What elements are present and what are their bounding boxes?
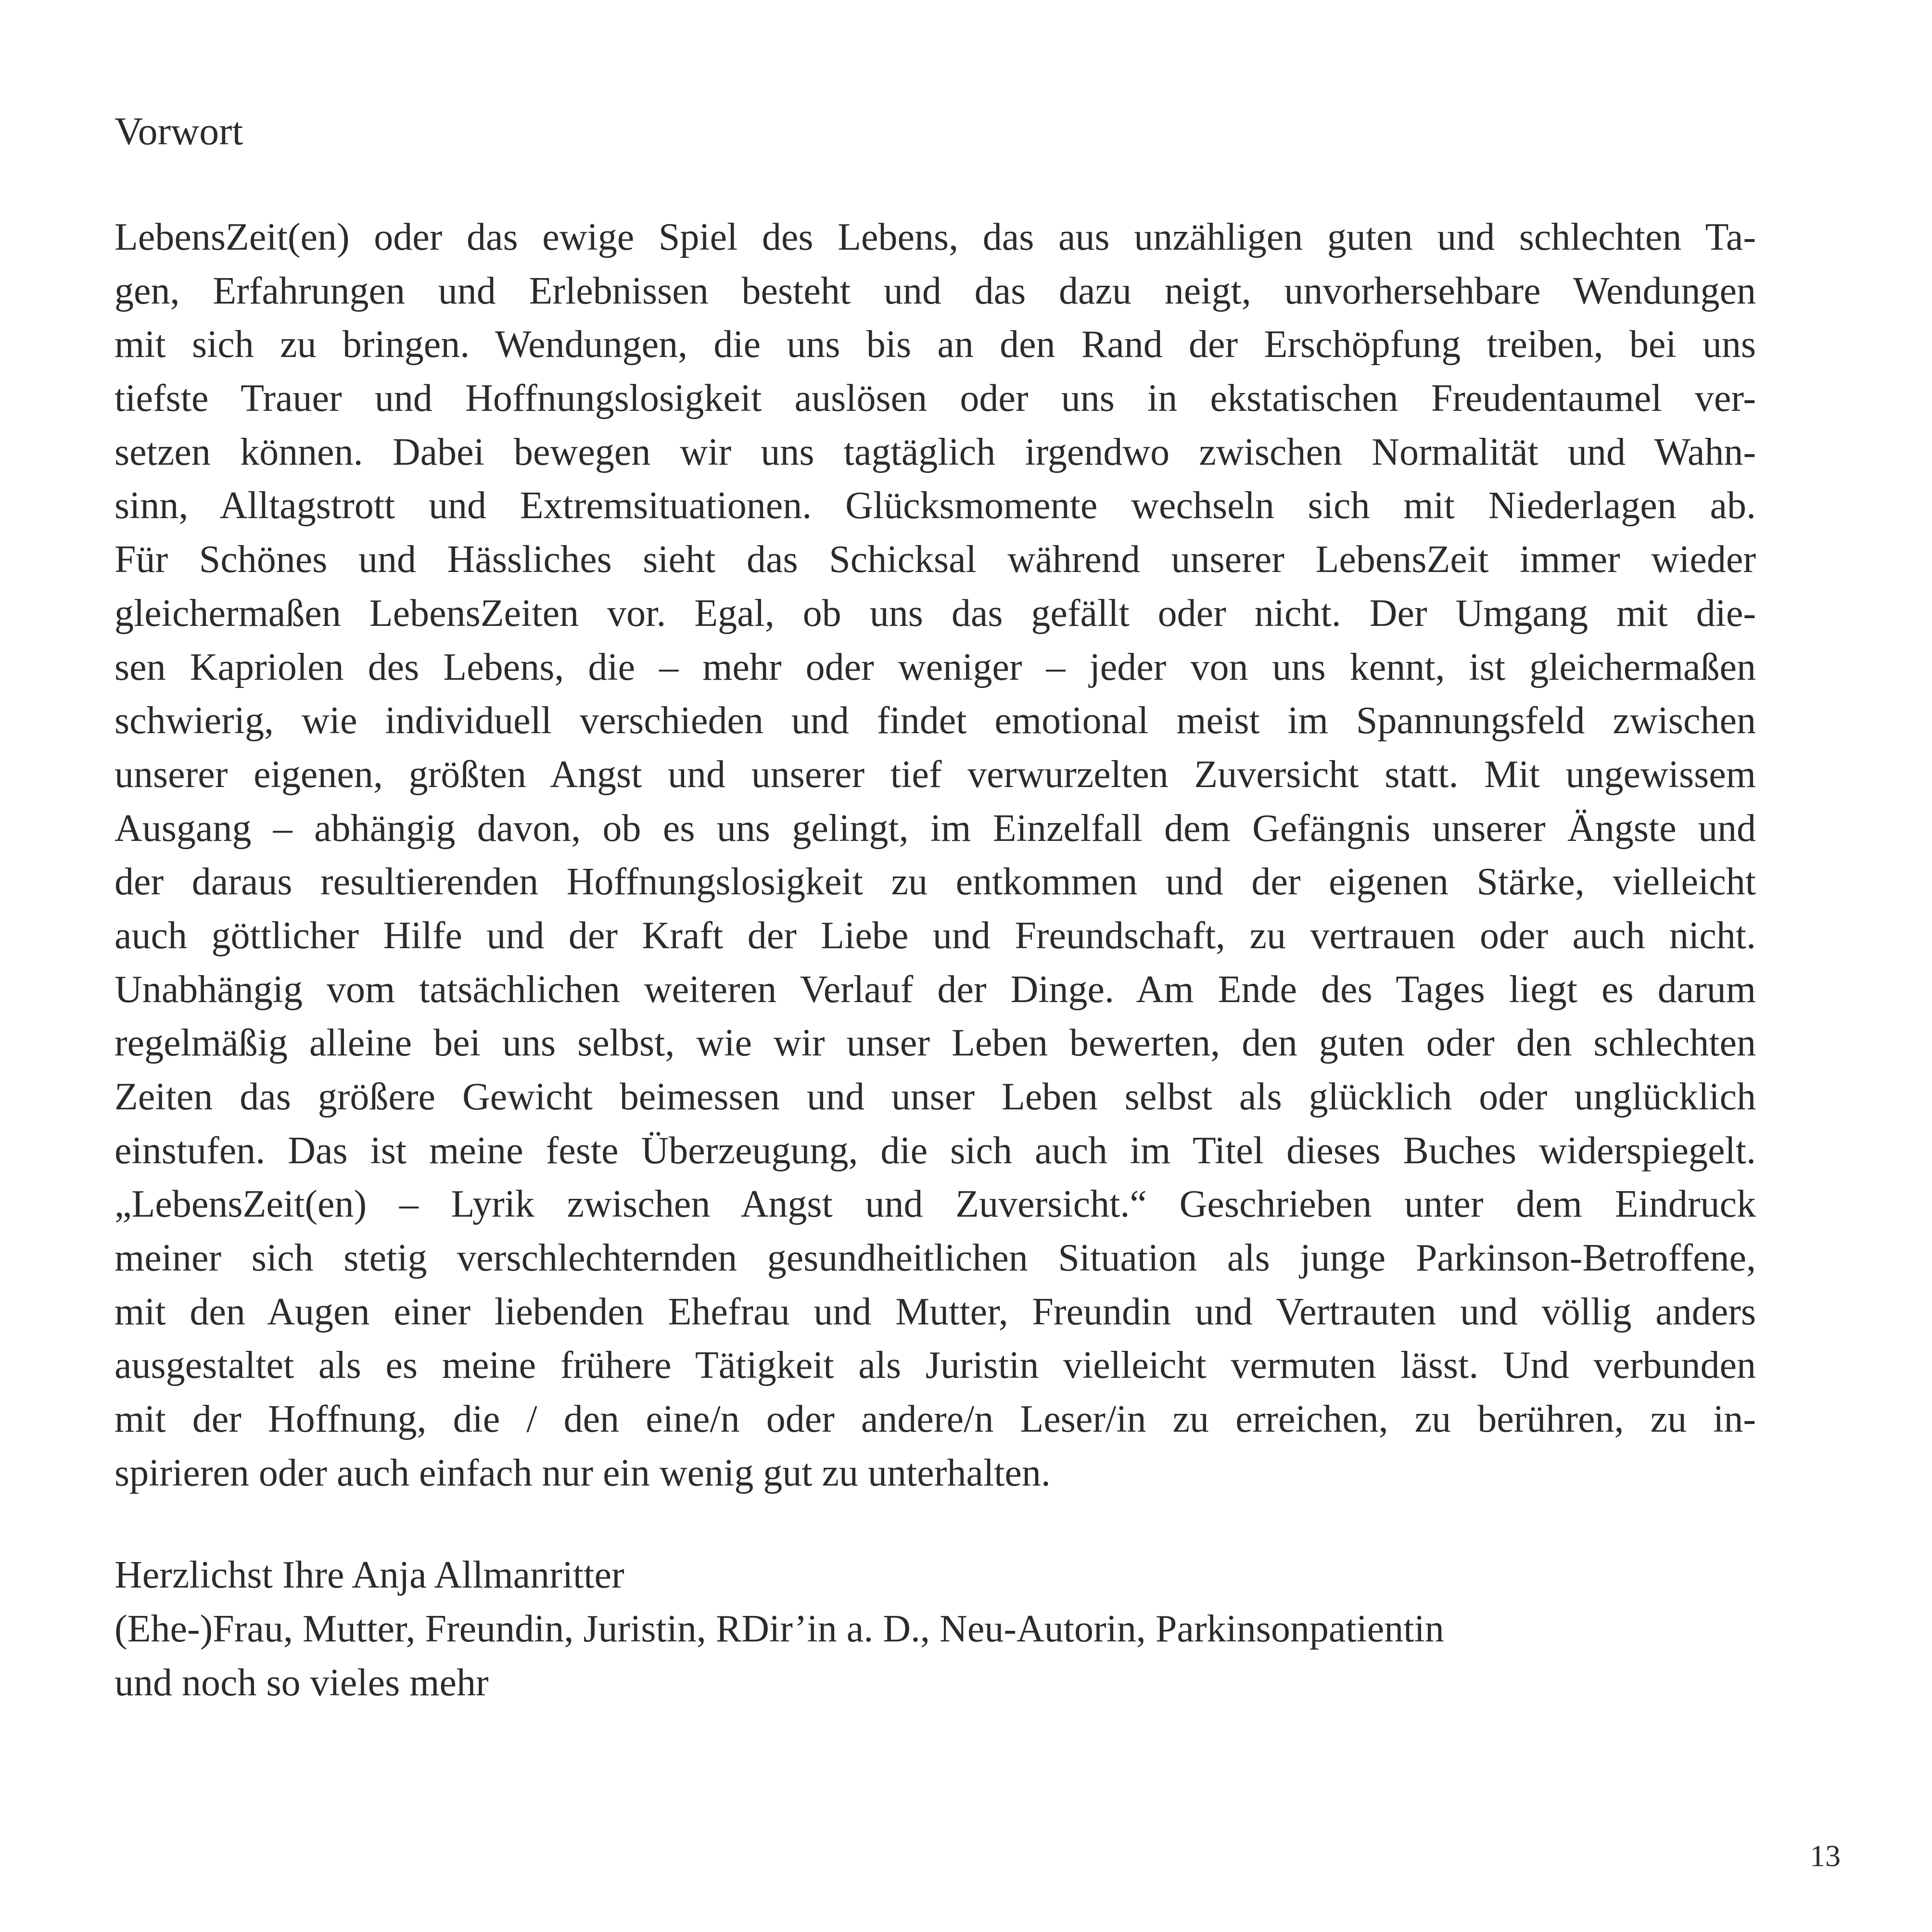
closing-greeting: Herzlichst Ihre Anja Allmanritter — [114, 1554, 624, 1596]
paragraph-line: sen Kapriolen des Lebens, die – mehr oder weniger – jeder von uns kennt, ist gleichermaßen — [114, 646, 1756, 688]
paragraph-line: „LebensZeit(en) – Lyrik zwischen Angst und Zuversicht.“ Geschrieben unter dem Eindruck — [114, 1183, 1756, 1226]
paragraph-line: mit sich zu bringen. Wendungen, die uns bis an den Rand der Erschöpfung treiben, bei uns — [114, 323, 1756, 366]
page-number: 13 — [1810, 1839, 1841, 1873]
paragraph-line: Für Schönes und Hässliches sieht das Schicksal während unserer LebensZeit immer wieder — [114, 538, 1756, 581]
paragraph-line: gleichermaßen LebensZeiten vor. Egal, ob uns das gefällt oder nicht. Der Umgang mit die- — [114, 592, 1756, 635]
chapter-heading: Vorwort — [114, 109, 243, 153]
paragraph-line: unserer eigenen, größten Angst und unserer tief verwurzelten Zuversicht statt. Mit ungewissem — [114, 753, 1756, 796]
paragraph-line: der daraus resultierenden Hoffnungslosigkeit zu entkommen und der eigenen Stärke, vielleicht — [114, 861, 1756, 903]
paragraph-line: ausgestaltet als es meine frühere Tätigkeit als Juristin vielleicht vermuten lässt. Und verbunden — [114, 1344, 1756, 1387]
paragraph-line: spirieren oder auch einfach nur ein wenig gut zu unterhalten. — [114, 1451, 1051, 1494]
paragraph-line: mit den Augen einer liebenden Ehefrau und Mutter, Freundin und Vertrauten und völlig anders — [114, 1290, 1756, 1333]
paragraph-line: sinn, Alltagstrott und Extremsituationen. Glücksmomente wechseln sich mit Niederlagen ab. — [114, 484, 1756, 527]
signature-block — [114, 1548, 1444, 1710]
paragraph-line: Unabhängig vom tatsächlichen weiteren Verlauf der Dinge. Am Ende des Tages liegt es darum — [114, 968, 1756, 1011]
paragraph-line: regelmäßig alleine bei uns selbst, wie wir unser Leben bewerten, den guten oder den schlechten — [114, 1022, 1756, 1065]
author-roles: (Ehe-)Frau, Mutter, Freundin, Juristin, RDir’in a. D., Neu-Autorin, Parkinsonpatientin — [114, 1608, 1444, 1650]
paragraph-line: Ausgang – abhängig davon, ob es uns gelingt, im Einzelfall dem Gefängnis unserer Ängste und — [114, 807, 1756, 850]
paragraph-line: LebensZeit(en) oder das ewige Spiel des Lebens, das aus unzähligen guten und schlechten Ta- — [114, 216, 1756, 258]
paragraph-line: gen, Erfahrungen und Erlebnissen besteht und das dazu neigt, unvorhersehbare Wendungen — [114, 269, 1756, 312]
paragraph-line: setzen können. Dabei bewegen wir uns tagtäglich irgendwo zwischen Normalität und Wahn- — [114, 431, 1756, 473]
paragraph-line: einstufen. Das ist meine feste Überzeugung, die sich auch im Titel dieses Buches widerspiegelt. — [114, 1129, 1756, 1172]
paragraph-line: auch göttlicher Hilfe und der Kraft der Liebe und Freundschaft, zu vertrauen oder auch nicht. — [114, 914, 1756, 957]
paragraph-line: Zeiten das größere Gewicht beimessen und unser Leben selbst als glücklich oder unglücklich — [114, 1076, 1756, 1118]
foreword-paragraph — [114, 211, 1756, 1500]
paragraph-line: schwierig, wie individuell verschieden und findet emotional meist im Spannungsfeld zwischen — [114, 699, 1756, 742]
paragraph-line: tiefste Trauer und Hoffnungslosigkeit auslösen oder uns in ekstatischen Freudentaumel ver- — [114, 377, 1756, 420]
closing-tail: und noch so vieles mehr — [114, 1662, 489, 1704]
paragraph-line: mit der Hoffnung, die / den eine/n oder andere/n Leser/in zu erreichen, zu berühren, zu in- — [114, 1398, 1756, 1441]
paragraph-line: meiner sich stetig verschlechternden gesundheitlichen Situation als junge Parkinson-Betroffene, — [114, 1237, 1756, 1280]
